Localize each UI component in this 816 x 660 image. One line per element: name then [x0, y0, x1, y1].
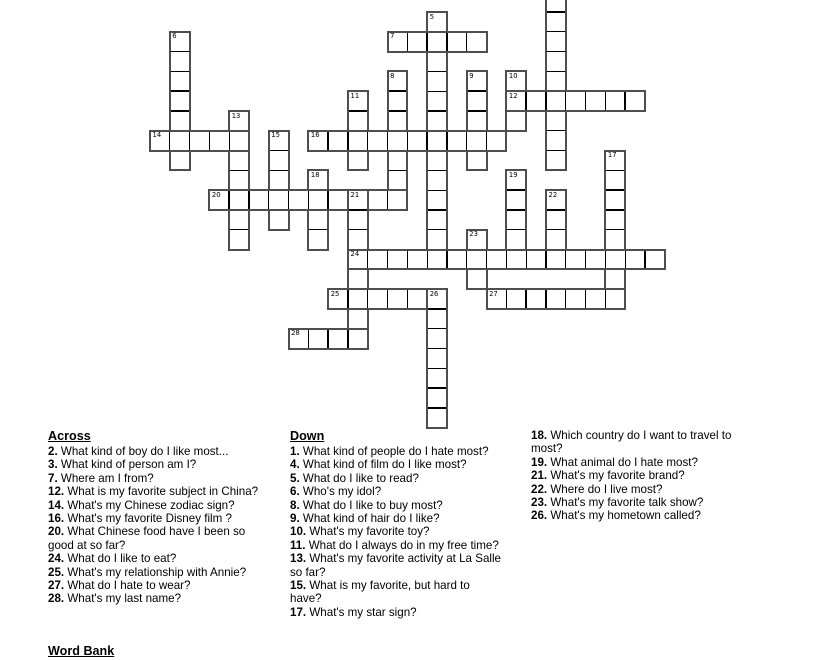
clue-number: 12. — [48, 485, 65, 499]
clue-number: 22. — [531, 482, 548, 496]
across-clue-25 — [48, 566, 267, 579]
clue-text: Where do I live most? — [550, 482, 663, 496]
word-14-across — [149, 130, 250, 152]
cell-number: 13 — [231, 111, 241, 120]
word-outline — [426, 288, 448, 429]
cell-number: 11 — [350, 91, 360, 100]
across-clue-27 — [48, 579, 267, 592]
clue-number: 4. — [290, 458, 300, 472]
across-heading: Across — [48, 429, 91, 443]
word-outline — [149, 130, 250, 152]
clue-number: 20. — [48, 525, 65, 539]
cell-number: 6 — [172, 32, 177, 41]
cell-number: 28 — [291, 329, 300, 338]
word-outline — [208, 189, 408, 211]
clue-text: What is my favorite subject in China? — [67, 485, 259, 499]
across-clue-12 — [48, 485, 267, 498]
clue-number: 25. — [48, 565, 65, 579]
clue-text: What kind of hair do I like? — [302, 512, 440, 526]
word-27-across — [486, 288, 627, 310]
clue-number: 9. — [290, 512, 300, 526]
cell-number: 22 — [548, 190, 558, 199]
cell-number: 9 — [469, 71, 474, 80]
clue-text: What's my hometown called? — [550, 509, 701, 523]
down-clue-23 — [531, 496, 737, 509]
word-outline — [505, 90, 646, 112]
clue-text: What kind of boy do I like most... — [60, 445, 229, 458]
word-outline — [268, 130, 290, 231]
down-clue-11 — [290, 539, 504, 552]
cell-number: 16 — [310, 131, 320, 140]
clue-text: What's my last name? — [67, 592, 182, 606]
down-clue-list-continued — [531, 429, 737, 523]
cell-number: 5 — [429, 12, 435, 21]
down-clue-18 — [531, 429, 737, 456]
clue-number: 2. — [48, 445, 58, 458]
clue-text: What do I hate to wear? — [67, 579, 191, 593]
clue-text: What's my favorite talk show? — [550, 496, 704, 510]
cell-number: 14 — [152, 131, 162, 140]
clue-number: 10. — [290, 525, 307, 539]
clue-text: What kind of people do I hate most? — [302, 445, 489, 458]
word-12-across — [505, 90, 646, 112]
across-clue-2 — [48, 445, 267, 458]
word-28-across — [288, 328, 369, 350]
clue-text: What's my star sign? — [309, 605, 417, 619]
clue-number: 3. — [48, 458, 58, 472]
word-outline — [347, 249, 666, 271]
clue-number: 6. — [290, 485, 300, 499]
down-clues-column — [290, 429, 504, 619]
word-top-clipped-down — [545, 0, 567, 171]
cell-number: 23 — [469, 230, 478, 239]
clue-text: What do I always do in my free time? — [308, 538, 499, 552]
cell-number: 25 — [330, 289, 340, 298]
clue-text: What Chinese food have I been so good at so far? — [48, 525, 246, 552]
word-outline — [387, 31, 488, 53]
word-24-across — [347, 249, 666, 271]
down-clue-22 — [531, 483, 737, 496]
clue-text: What's my favorite brand? — [550, 469, 685, 483]
down-clue-21 — [531, 469, 737, 482]
cell-number: 24 — [350, 250, 360, 259]
word-outline — [288, 328, 369, 350]
clue-number: 28. — [48, 592, 65, 606]
cell-number: 8 — [390, 71, 395, 80]
cell-number: 18 — [310, 170, 320, 179]
cell-number: 21 — [350, 190, 360, 199]
clue-number: 16. — [48, 512, 65, 526]
word-outline — [486, 288, 627, 310]
clue-text: What's my favorite Disney film ? — [67, 512, 232, 526]
across-clue-3 — [48, 458, 267, 471]
cell-number: 20 — [211, 190, 221, 199]
clue-text: Which country do I want to travel to most? — [531, 429, 732, 456]
down-clue-list — [290, 445, 504, 619]
clue-number: 7. — [48, 471, 58, 485]
word-bank-heading: Word Bank — [48, 644, 115, 658]
clue-number: 13. — [290, 552, 307, 566]
clue-text: What kind of person am I? — [60, 458, 197, 472]
down-clue-15 — [290, 579, 504, 606]
across-clue-20 — [48, 525, 267, 552]
clue-text: What do I like to buy most? — [302, 498, 443, 512]
across-clue-list — [48, 445, 267, 606]
clue-text: What animal do I hate most? — [550, 455, 698, 469]
clue-number: 8. — [290, 498, 300, 512]
clue-number: 1. — [290, 445, 300, 458]
cell-number: 27 — [489, 289, 498, 298]
clue-number: 27. — [48, 579, 65, 593]
down-clue-1 — [290, 445, 504, 458]
across-clues-column — [48, 429, 267, 606]
word-26-down — [426, 288, 448, 429]
clue-text: What do I like to read? — [302, 471, 419, 485]
down-clues-continued-column — [531, 429, 737, 523]
clue-text: Where am I from? — [60, 471, 154, 485]
down-clue-13 — [290, 552, 504, 579]
word-outline — [307, 130, 507, 152]
across-clue-24 — [48, 552, 267, 565]
across-clue-7 — [48, 472, 267, 485]
cell-number: 15 — [271, 131, 280, 140]
clue-text: What's my favorite toy? — [309, 525, 430, 539]
word-15-down — [268, 130, 290, 231]
word-7-across — [387, 31, 488, 53]
down-clue-8 — [290, 499, 504, 512]
cell-number: 7 — [390, 32, 395, 41]
clue-number: 17. — [290, 605, 307, 619]
clue-number: 19. — [531, 455, 548, 469]
clue-text: What is my favorite, but hard to have? — [290, 579, 470, 606]
down-clue-5 — [290, 472, 504, 485]
clue-text: Who's my idol? — [302, 485, 382, 499]
clue-number: 23. — [531, 496, 548, 510]
across-clue-14 — [48, 499, 267, 512]
clue-number: 5. — [290, 471, 300, 485]
word-17-down — [604, 150, 626, 310]
clue-text: What kind of film do I like most? — [302, 458, 467, 472]
clue-text: What do I like to eat? — [67, 552, 177, 566]
word-20-across — [208, 189, 408, 211]
clue-number: 18. — [531, 429, 548, 442]
down-clue-4 — [290, 458, 504, 471]
word-outline — [466, 70, 488, 171]
clue-text: What's my Chinese zodiac sign? — [67, 498, 235, 512]
clue-number: 11. — [290, 538, 306, 552]
clue-text: What's my favorite activity at La Salle so far? — [290, 552, 502, 579]
down-clue-26 — [531, 509, 737, 522]
across-clue-28 — [48, 592, 267, 605]
clue-number: 15. — [290, 579, 307, 593]
word-16-across — [307, 130, 507, 152]
clue-number: 26. — [531, 509, 548, 523]
clue-number: 14. — [48, 498, 65, 512]
cell-number: 19 — [508, 170, 518, 179]
clue-text: What's my relationship with Annie? — [67, 565, 247, 579]
cell-number: 17 — [607, 151, 617, 160]
cell-number: 10 — [508, 71, 518, 80]
down-clue-10 — [290, 525, 504, 538]
clue-number: 24. — [48, 552, 65, 566]
word-outline — [545, 0, 567, 171]
down-heading: Down — [290, 429, 325, 443]
across-clue-16 — [48, 512, 267, 525]
word-outline — [604, 150, 626, 310]
clue-number: 21. — [531, 469, 548, 483]
down-clue-17 — [290, 606, 504, 619]
down-clue-19 — [531, 456, 737, 469]
word-9-down — [466, 70, 488, 171]
cell-number: 12 — [508, 91, 518, 100]
down-clue-9 — [290, 512, 504, 525]
cell-number: 26 — [429, 289, 439, 298]
down-clue-6 — [290, 485, 504, 498]
